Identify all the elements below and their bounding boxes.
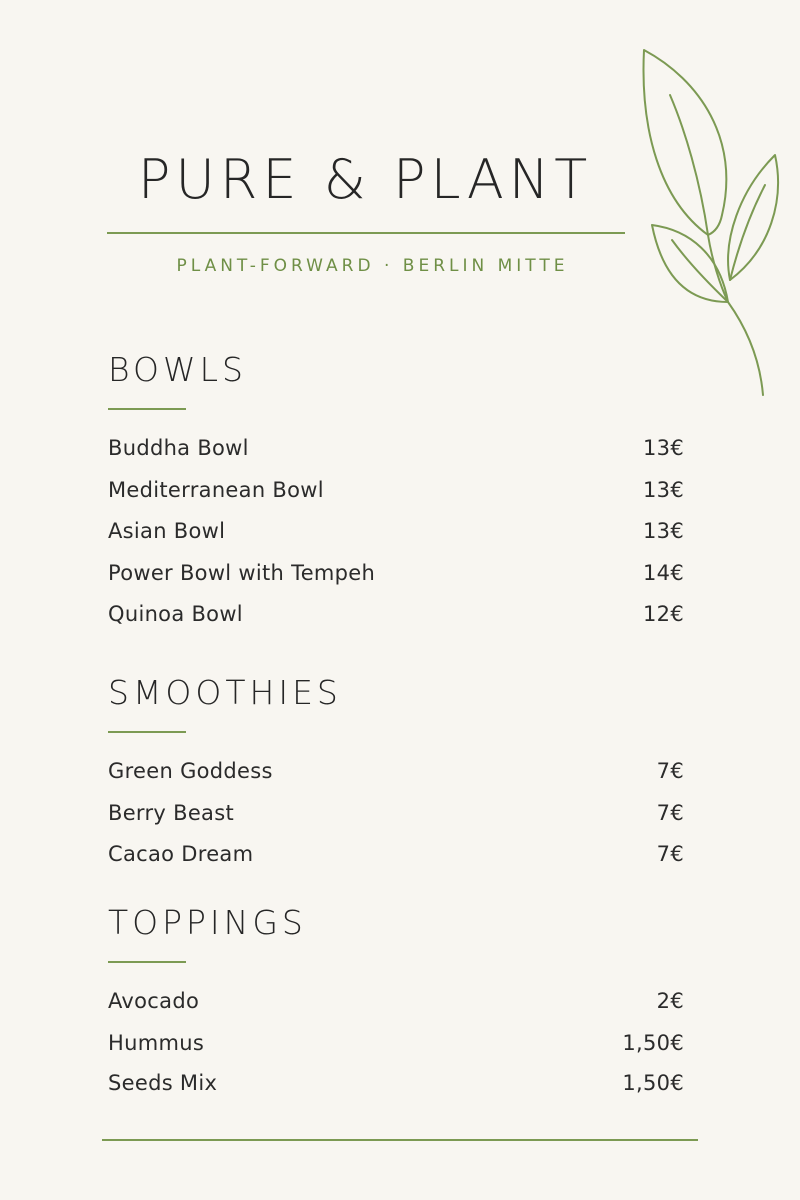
item-price: 7€: [656, 842, 684, 866]
menu-item: [108, 474, 684, 516]
item-name: Power Bowl with Tempeh: [108, 560, 376, 585]
item-name: Hummus: [108, 1030, 205, 1055]
item-name: Seeds Mix: [108, 1070, 218, 1095]
menu-item: [108, 1027, 684, 1067]
item-price: 14€: [643, 560, 684, 585]
item-name: Mediterranean Bowl: [108, 477, 324, 502]
item-price: 7€: [656, 759, 684, 783]
item-price: 12€: [643, 602, 684, 626]
item-price: 13€: [643, 436, 684, 460]
item-name: Avocado: [108, 989, 200, 1013]
menu-item: [108, 755, 684, 797]
item-price: 13€: [643, 519, 684, 543]
brand-title: PURE & PLANT: [137, 148, 593, 211]
item-price: 7€: [656, 800, 684, 825]
menu-item: [108, 838, 684, 880]
menu-item: [108, 515, 684, 557]
item-price: 13€: [643, 477, 684, 502]
item-name: Green Goddess: [108, 759, 273, 783]
section-toppings: [108, 903, 684, 1108]
item-name: Quinoa Bowl: [108, 602, 243, 626]
section-smoothies: [108, 673, 684, 880]
menu-item: [108, 797, 684, 839]
section-title: SMOOTHIES: [108, 673, 342, 712]
item-price: 2€: [656, 989, 684, 1013]
section-divider: [108, 961, 186, 963]
menu-item: [108, 432, 684, 474]
item-price: 1,50€: [622, 1030, 684, 1055]
menu-item: [108, 598, 684, 640]
section-bowls: [108, 350, 684, 640]
section-divider: [108, 408, 186, 410]
menu-item: [108, 1067, 684, 1109]
menu-item: [108, 557, 684, 599]
menu-item: [108, 985, 684, 1027]
item-name: Cacao Dream: [108, 842, 254, 866]
section-divider: [108, 731, 186, 733]
section-title: TOPPINGS: [108, 903, 307, 942]
item-name: Berry Beast: [108, 800, 234, 825]
footer-divider: [102, 1139, 698, 1141]
item-name: Buddha Bowl: [108, 436, 249, 460]
section-title: BOWLS: [108, 350, 247, 389]
brand-divider: [107, 232, 625, 234]
brand-tagline: PLANT-FORWARD · BERLIN MITTE: [176, 256, 569, 276]
item-price: 1,50€: [622, 1070, 684, 1095]
item-name: Asian Bowl: [108, 519, 226, 543]
